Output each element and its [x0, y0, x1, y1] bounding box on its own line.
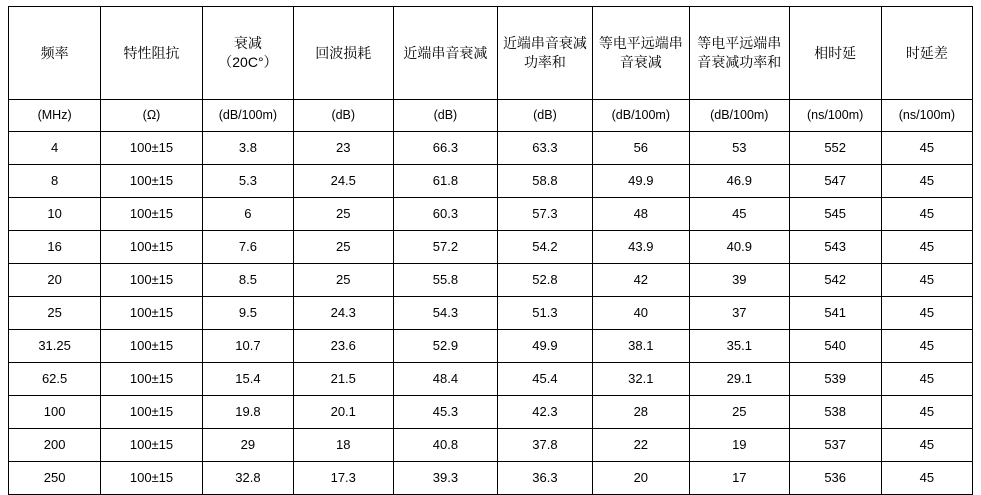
column-header-next: 近端串音衰减 [393, 7, 498, 100]
cell-psnext: 58.8 [498, 165, 592, 198]
cell-phase-delay: 539 [789, 363, 881, 396]
column-header-phase-delay: 相时延 [789, 7, 881, 100]
cell-next: 60.3 [393, 198, 498, 231]
cell-elfext: 32.1 [592, 363, 689, 396]
cell-attenuation: 32.8 [202, 462, 293, 495]
table-head [9, 7, 973, 132]
cable-spec-table [8, 6, 973, 495]
cell-impedance: 100±15 [101, 198, 203, 231]
cell-delay-skew: 45 [881, 429, 972, 462]
cell-attenuation: 6 [202, 198, 293, 231]
cell-impedance: 100±15 [101, 429, 203, 462]
cell-frequency: 4 [9, 132, 101, 165]
cell-impedance: 100±15 [101, 297, 203, 330]
cell-return-loss: 23 [293, 132, 393, 165]
cell-impedance: 100±15 [101, 264, 203, 297]
unit-pselfext: (dB/100m) [690, 100, 790, 132]
cell-frequency: 31.25 [9, 330, 101, 363]
cell-frequency: 25 [9, 297, 101, 330]
cell-next: 39.3 [393, 462, 498, 495]
cell-impedance: 100±15 [101, 330, 203, 363]
column-header-attenuation: 衰减 （20C°） [202, 7, 293, 100]
cell-pselfext: 17 [690, 462, 790, 495]
cell-delay-skew: 45 [881, 132, 972, 165]
cell-return-loss: 17.3 [293, 462, 393, 495]
unit-attenuation: (dB/100m) [202, 100, 293, 132]
cell-next: 61.8 [393, 165, 498, 198]
cell-pselfext: 19 [690, 429, 790, 462]
cell-frequency: 16 [9, 231, 101, 264]
cell-elfext: 42 [592, 264, 689, 297]
cell-delay-skew: 45 [881, 462, 972, 495]
column-header-frequency: 频率 [9, 7, 101, 100]
cell-delay-skew: 45 [881, 231, 972, 264]
cell-pselfext: 45 [690, 198, 790, 231]
cell-elfext: 40 [592, 297, 689, 330]
table-row [9, 297, 973, 330]
cell-next: 55.8 [393, 264, 498, 297]
cell-next: 40.8 [393, 429, 498, 462]
cell-phase-delay: 541 [789, 297, 881, 330]
cell-next: 57.2 [393, 231, 498, 264]
cell-attenuation: 10.7 [202, 330, 293, 363]
cell-attenuation: 29 [202, 429, 293, 462]
cell-phase-delay: 542 [789, 264, 881, 297]
cell-delay-skew: 45 [881, 165, 972, 198]
cell-next: 66.3 [393, 132, 498, 165]
table-row [9, 165, 973, 198]
cell-return-loss: 21.5 [293, 363, 393, 396]
cell-pselfext: 29.1 [690, 363, 790, 396]
cell-pselfext: 25 [690, 396, 790, 429]
cell-attenuation: 19.8 [202, 396, 293, 429]
cell-pselfext: 37 [690, 297, 790, 330]
cell-psnext: 36.3 [498, 462, 592, 495]
cell-delay-skew: 45 [881, 297, 972, 330]
cell-next: 48.4 [393, 363, 498, 396]
cell-psnext: 63.3 [498, 132, 592, 165]
unit-row [9, 100, 973, 132]
cell-attenuation: 15.4 [202, 363, 293, 396]
cell-elfext: 22 [592, 429, 689, 462]
cell-impedance: 100±15 [101, 165, 203, 198]
table-row [9, 231, 973, 264]
cell-return-loss: 25 [293, 198, 393, 231]
cell-delay-skew: 45 [881, 363, 972, 396]
cell-elfext: 20 [592, 462, 689, 495]
unit-elfext: (dB/100m) [592, 100, 689, 132]
unit-next: (dB) [393, 100, 498, 132]
cell-next: 45.3 [393, 396, 498, 429]
cell-psnext: 37.8 [498, 429, 592, 462]
cell-attenuation: 5.3 [202, 165, 293, 198]
cell-delay-skew: 45 [881, 396, 972, 429]
cell-pselfext: 39 [690, 264, 790, 297]
header-row [9, 7, 973, 100]
cell-impedance: 100±15 [101, 132, 203, 165]
table-body [9, 132, 973, 495]
cell-elfext: 43.9 [592, 231, 689, 264]
unit-impedance: (Ω) [101, 100, 203, 132]
cell-frequency: 250 [9, 462, 101, 495]
cell-next: 52.9 [393, 330, 498, 363]
cell-frequency: 62.5 [9, 363, 101, 396]
cell-frequency: 8 [9, 165, 101, 198]
table-row [9, 462, 973, 495]
cell-pselfext: 53 [690, 132, 790, 165]
cell-return-loss: 18 [293, 429, 393, 462]
cell-delay-skew: 45 [881, 198, 972, 231]
cell-phase-delay: 545 [789, 198, 881, 231]
table-row [9, 363, 973, 396]
cell-return-loss: 20.1 [293, 396, 393, 429]
cell-frequency: 100 [9, 396, 101, 429]
unit-delay-skew: (ns/100m) [881, 100, 972, 132]
cell-psnext: 49.9 [498, 330, 592, 363]
cell-return-loss: 25 [293, 264, 393, 297]
cell-pselfext: 35.1 [690, 330, 790, 363]
cell-phase-delay: 538 [789, 396, 881, 429]
table-row [9, 396, 973, 429]
cell-phase-delay: 537 [789, 429, 881, 462]
cell-return-loss: 23.6 [293, 330, 393, 363]
cell-elfext: 28 [592, 396, 689, 429]
cell-psnext: 52.8 [498, 264, 592, 297]
cell-frequency: 10 [9, 198, 101, 231]
cell-phase-delay: 547 [789, 165, 881, 198]
column-header-impedance: 特性阻抗 [101, 7, 203, 100]
cell-elfext: 56 [592, 132, 689, 165]
cell-attenuation: 7.6 [202, 231, 293, 264]
cell-elfext: 38.1 [592, 330, 689, 363]
cell-psnext: 51.3 [498, 297, 592, 330]
cell-attenuation: 3.8 [202, 132, 293, 165]
cell-elfext: 48 [592, 198, 689, 231]
cell-return-loss: 24.5 [293, 165, 393, 198]
column-header-delay-skew: 时延差 [881, 7, 972, 100]
cell-impedance: 100±15 [101, 363, 203, 396]
unit-phase-delay: (ns/100m) [789, 100, 881, 132]
unit-frequency: (MHz) [9, 100, 101, 132]
cell-pselfext: 40.9 [690, 231, 790, 264]
table-row [9, 198, 973, 231]
table-row [9, 429, 973, 462]
cell-psnext: 57.3 [498, 198, 592, 231]
cell-elfext: 49.9 [592, 165, 689, 198]
cell-impedance: 100±15 [101, 396, 203, 429]
cell-phase-delay: 552 [789, 132, 881, 165]
cell-pselfext: 46.9 [690, 165, 790, 198]
cell-frequency: 200 [9, 429, 101, 462]
cell-phase-delay: 543 [789, 231, 881, 264]
column-header-psnext: 近端串音衰减功率和 [498, 7, 592, 100]
cell-return-loss: 25 [293, 231, 393, 264]
table-row [9, 264, 973, 297]
cell-frequency: 20 [9, 264, 101, 297]
cell-delay-skew: 45 [881, 330, 972, 363]
unit-psnext: (dB) [498, 100, 592, 132]
cell-return-loss: 24.3 [293, 297, 393, 330]
cell-psnext: 42.3 [498, 396, 592, 429]
table-row [9, 132, 973, 165]
column-header-elfext: 等电平远端串音衰减 [592, 7, 689, 100]
cell-psnext: 45.4 [498, 363, 592, 396]
cell-attenuation: 8.5 [202, 264, 293, 297]
cell-psnext: 54.2 [498, 231, 592, 264]
cell-impedance: 100±15 [101, 462, 203, 495]
column-header-return-loss: 回波损耗 [293, 7, 393, 100]
cell-phase-delay: 540 [789, 330, 881, 363]
cell-attenuation: 9.5 [202, 297, 293, 330]
cell-impedance: 100±15 [101, 231, 203, 264]
cell-next: 54.3 [393, 297, 498, 330]
column-header-pselfext: 等电平远端串音衰减功率和 [690, 7, 790, 100]
table-row [9, 330, 973, 363]
cell-phase-delay: 536 [789, 462, 881, 495]
unit-return-loss: (dB) [293, 100, 393, 132]
cell-delay-skew: 45 [881, 264, 972, 297]
